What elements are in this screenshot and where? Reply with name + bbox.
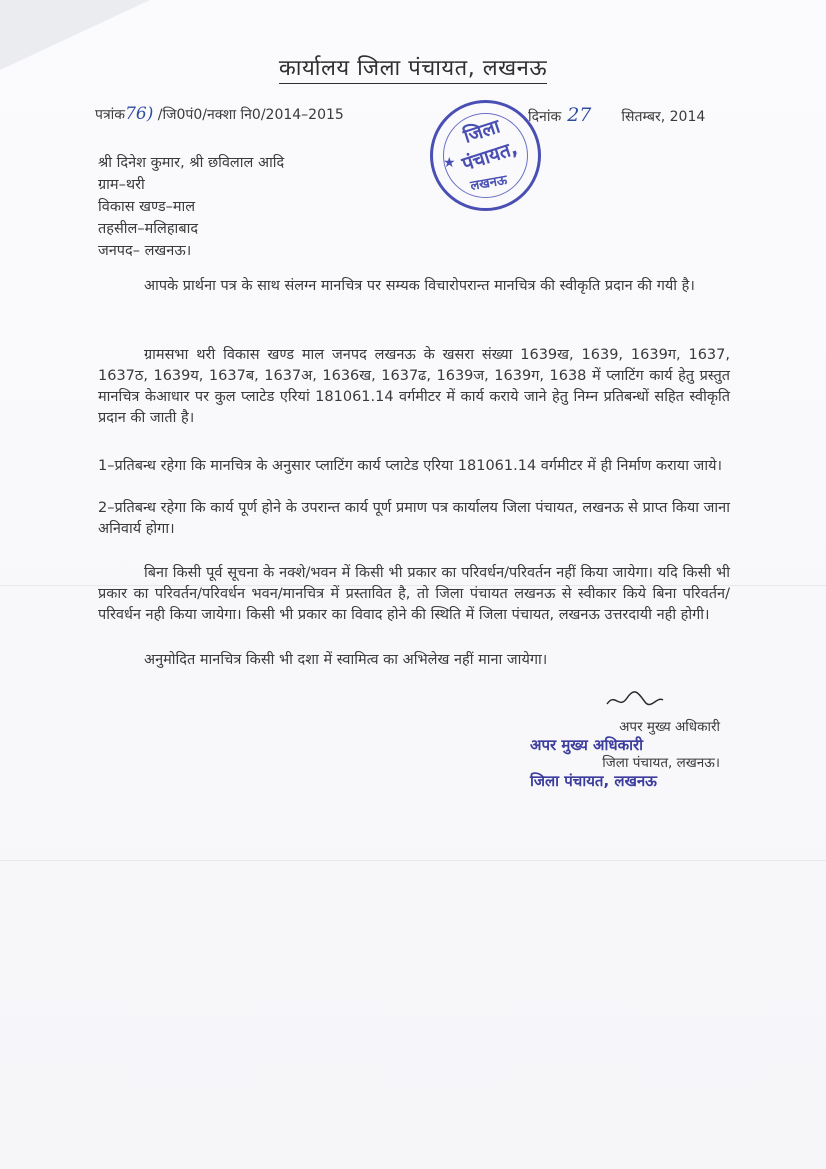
date-line <box>528 104 705 126</box>
ref-rest: /जि0पं0/नक्शा नि0/2014–2015 <box>157 107 344 123</box>
ref-number-handwritten: 76) <box>125 104 154 124</box>
signatory-office: जिला पंचायत, लखनऊ। <box>602 755 720 771</box>
star-icon: ★ <box>443 155 456 171</box>
paragraph-ownership: अनुमोदित मानचित्र किसी भी दशा में स्वामित्व का अभिलेख नहीं माना जायेगा। <box>144 652 548 668</box>
office-seal <box>430 100 541 211</box>
signature-scribble <box>605 690 665 710</box>
recipient-address <box>98 152 284 262</box>
date-month-year: सितम्बर, 2014 <box>621 109 706 125</box>
paragraph-khasra: ग्रामसभा थरी विकास खण्ड माल जनपद लखनऊ के खसरा संख्या 1639ख, 1639, 1639ग, 1637, 1637ठ, 1639य, 1637ब, 1637अ, 1636ख, 1637ढ, 1639ज, 1639ग, 1638 में प्लाटिंग कार्य हेतु प्रस्तुत मानचित्र केआधार पर कुल प्लाटेड एरियां 181061.14 वर्गमीटर में कार्य कराये जाने हेतु निम्न प्रतिबन्धों सहित स्वीकृति प्रदान की जाती है। <box>98 347 730 426</box>
address-line: विकास खण्ड–माल <box>98 199 196 215</box>
signature-stamp-title: अपर मुख्य अधिकारी <box>530 736 644 754</box>
office-heading <box>0 52 826 82</box>
seal-text-bottom: लखनऊ <box>469 172 509 195</box>
signature-stamp-office: जिला पंचायत, लखनऊ <box>530 772 657 790</box>
address-line: ग्राम–थरी <box>98 177 145 193</box>
seal-text-top: जिला पंचायत, <box>459 115 521 176</box>
signature-block <box>530 718 720 790</box>
address-line: जनपद– लखनऊ। <box>98 243 192 259</box>
reference-line <box>95 104 344 124</box>
signatory-title: अपर मुख्य अधिकारी <box>619 719 720 735</box>
date-day-handwritten: 27 <box>567 104 592 126</box>
office-heading-text: कार्यालय जिला पंचायत, लखनऊ <box>279 56 547 84</box>
paragraph-approval: आपके प्रार्थना पत्र के साथ संलग्न मानचित्र पर सम्यक विचारोपरान्त मानचित्र की स्वीकृति प्रदान की गयी है। <box>144 278 695 294</box>
condition-2: 2–प्रतिबन्ध रहेगा कि कार्य पूर्ण होने के उपरान्त कार्य पूर्ण प्रमाण पत्र कार्यालय जिला पंचायत, लखनऊ से प्राप्त किया जाना अनिवार्य होगा। <box>98 500 730 537</box>
paragraph-restrictions: बिना किसी पूर्व सूचना के नक्शे/भवन में किसी भी प्रकार का परिवर्धन/परिवर्तन नहीं किया जायेगा। यदि किसी भी प्रकार का परिवर्तन/परिवर्धन भवन/मानचित्र में प्रस्तावित है, तो जिला पंचायत लखनऊ से स्वीकार किये बिना परिवर्तन/परिवर्धन नही किया जायेगा। किसी भी प्रकार का विवाद होने की स्थिति में जिला पंचायत, लखनऊ उत्तरदायी नही होगी। <box>98 565 730 623</box>
condition-1: 1–प्रतिबन्ध रहेगा कि मानचित्र के अनुसार प्लाटिंग कार्य प्लाटेड एरिया 181061.14 वर्गमीटर में ही निर्माण कराया जाये। <box>98 458 722 474</box>
address-line: श्री दिनेश कुमार, श्री छविलाल आदि <box>98 155 285 171</box>
fold-crease <box>0 860 826 861</box>
date-label: दिनांक <box>528 109 562 125</box>
address-line: तहसील–मलिहाबाद <box>98 221 199 237</box>
ref-prefix: पत्रांक <box>95 107 126 123</box>
